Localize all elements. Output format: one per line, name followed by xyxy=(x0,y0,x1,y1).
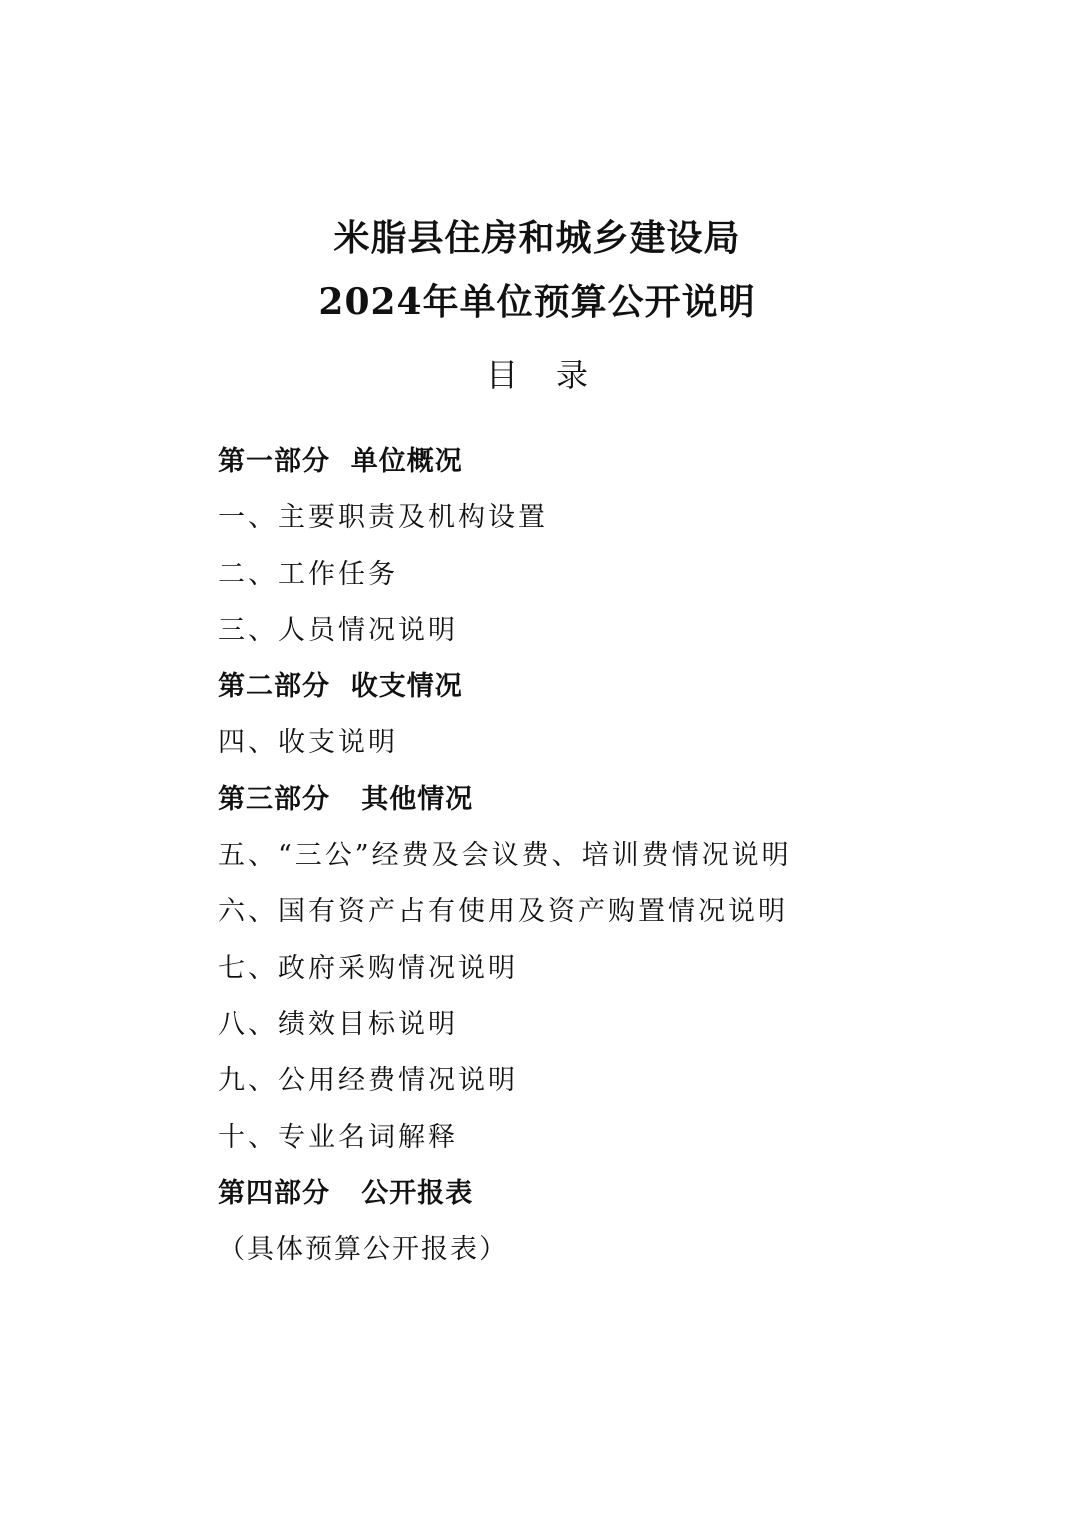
toc-part-3: 第三部分 其他情况 xyxy=(218,783,474,815)
toc-note: （具体预算公开报表） xyxy=(218,1234,508,1266)
toc-heading: 目录 xyxy=(485,356,626,394)
toc-item-7: 七、政府采购情况说明 xyxy=(218,952,518,984)
toc-part-4: 第四部分 公开报表 xyxy=(218,1177,474,1209)
toc-part-1: 第一部分 单位概况 xyxy=(218,446,463,477)
toc-item-9: 九、公用经费情况说明 xyxy=(218,1065,518,1097)
table-of-contents xyxy=(218,434,978,1278)
toc-item-3: 三、人员情况说明 xyxy=(218,614,458,646)
title-line-1: 米脂县住房和城乡建设局 xyxy=(333,217,741,259)
document-title xyxy=(0,206,1074,334)
toc-item-1: 一、主要职责及机构设置 xyxy=(218,502,548,534)
toc-item-5: 五、“三公”经费及会议费、培训费情况说明 xyxy=(218,840,792,872)
toc-item-8: 八、绩效目标说明 xyxy=(218,1008,458,1040)
toc-item-10: 十、专业名词解释 xyxy=(218,1121,458,1153)
title-line-2: 2024年单位预算公开说明 xyxy=(318,281,756,323)
toc-part-2: 第二部分 收支情况 xyxy=(218,671,463,703)
toc-item-6: 六、国有资产占有使用及资产购置情况说明 xyxy=(218,896,788,928)
toc-item-4: 四、收支说明 xyxy=(218,727,398,759)
toc-item-2: 二、工作任务 xyxy=(218,558,398,590)
